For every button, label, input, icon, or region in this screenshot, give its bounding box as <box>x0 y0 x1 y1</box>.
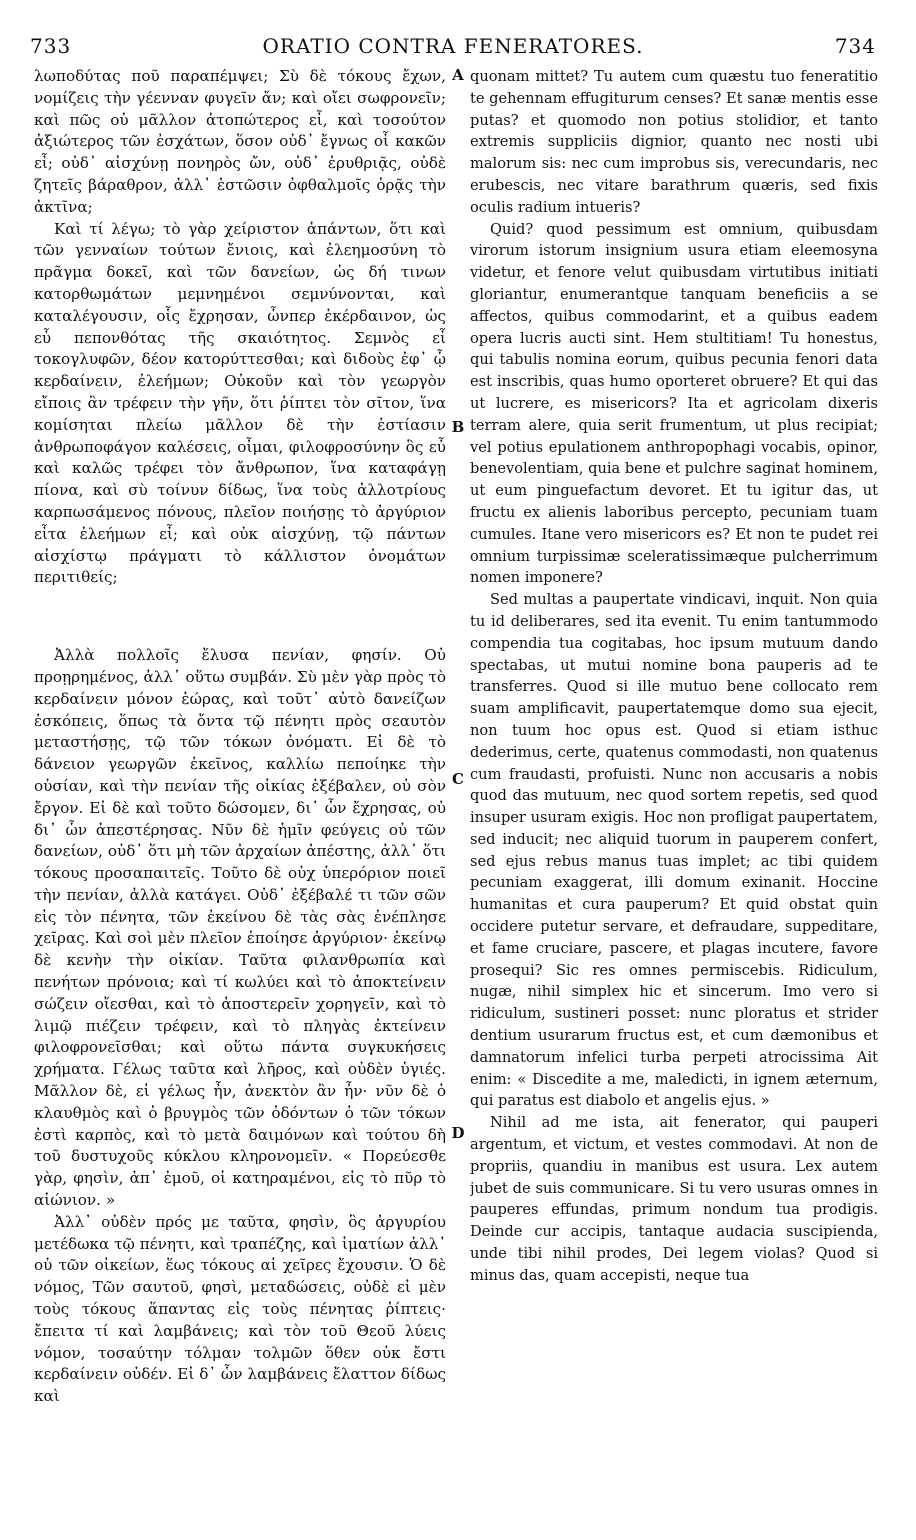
greek-column <box>34 66 446 1536</box>
latin-paragraph-1: quonam mittet? Tu autem cum quæstu tuo feneratitio te gehennam effugiturum censes? Et sanæ mentis esse putas? et quomodo non potius stolidior, et tanto extremis suppliciis dignior, quanto nec nosti ubi malorum sis: nec cum improbus sis, verecundaris, nec erubescis, nec vitare barathrum quæris, sed fixis oculis radium intueris? <box>470 68 878 216</box>
section-gap <box>34 589 446 645</box>
greek-paragraph-1: λωποδύτας ποῦ παραπέμψει; Σὺ δὲ τόκους ἔχων, νομίζεις τὴν γέενναν φυγεῖν ἄν; καὶ οἴει σωφρονεῖν; καὶ πῶς οὐ μᾶλλον ἀτοπώτερος εἶ, καὶ τοσούτον ἀξιώτερος τῶν ἐσχάτων, ὅσον οὐδ᾽ ἔγνως οἷ κακῶν εἶ; οὐδ᾽ αἰσχύνῃ πονηρὸς ὤν, οὐδ᾽ ἐρυθριᾷς, οὐδὲ ζητεῖς βάραθρον, ἀλλ᾽ ἑστῶσιν ὀφθαλμοῖς ὁρᾷς τὴν ἀκτῖνα; <box>34 67 446 216</box>
page-header <box>30 34 876 64</box>
latin-paragraph-3: Sed multas a paupertate vindicavi, inquit. Non quia tu id deliberares, sed ita evenit. Tu enim tantummodo compendia tua cogitabas, hoc ipsum mutuum dando spectabas, ut mutui nomine bona pauperis ad te transferres. Quod si ille mutuo bene collocato rem suam amplificavit, paupertatemque domo sua ejecit, non tuum hoc opus est. Quod si etiam isthuc dederimus, certe, quatenus commodasti, non quatenus cum fraudasti, profuisti. Nunc non accusaris a nobis quod das mutuum, nec quod sortem repetis, sed quod insuper usuram exigis. Hoc non profligat paupertatem, sed inducit; nec aliquid tuorum in pauperem confert, sed ejus rebus manus tuas implet; ac tibi quidem pecuniam exaggerat, illi domum exinanit. Hoccine humanitas et cura pauperum? Et quid obstat quin occidere putetur servare, et defraudare, suppeditare, et fame cruciare, pascere, et plagas incutere, favore prosequi? Sic res omnes permiscebis. Ridiculum, nugæ, nihil simplex hic et sincerum. Imo vero si ridiculum, sustineri posset: nunc ploratus et strider dentium usurarum fructus est, et cum dæmonibus et damnatorum infelici turba perpeti atrocissima Ait enim: « Discedite a me, maledicti, in ignem æternum, qui paratus est diabolo et angelis ejus. » <box>470 591 878 1110</box>
running-title: ORATIO CONTRA FENERATORES. <box>262 34 644 58</box>
page-number-left: 733 <box>30 34 72 58</box>
page-number-right: 734 <box>834 34 876 58</box>
latin-paragraph-2: Quid? quod pessimum est omnium, quibusdam virorum istorum insignium usura etiam eleemosyna videtur, et fenore velut quibusdam virtutibus initiati gloriantur, enumerantque tanquam beneficiis a se affectos, quibus commodarint, et a quibus eadem opera lucris aucti sint. Hem stultitiam! Tu honestus, qui tabulis nomina eorum, quibus pecunia fenori data est inscribis, quas humo oporteret obruere? Et qui das ut lucrere, es misericors? Ita et agricolam dixeris terram alere, quia serit frumentum, ut plus recipiat; vel potius epulationem anthropophagi vocabis, opinor, benevolentiam, quia bene et pulchre saginat hominem, ut eum pinguefactum devoret. Et tu igitur das, ut fructu ex alienis laboribus percepto, pecuniam tuam cumules. Itane vero misericors es? Et non te pudet rei omnium turpissimæ sceleratissimæque pulcherrimum nomen imponere? <box>470 220 878 587</box>
section-marker-c: C <box>452 770 464 788</box>
latin-paragraph-4: Nihil ad me ista, ait fenerator, qui pauperi argentum, et victum, et vestes commodavi. At non de propriis, quandiu in manibus est usura. Lex autem jubet de suis communicare. Si tu vero usuras omnes in pauperes effundas, primum nondum tua prodigis. Deinde cur accipis, tantaque audacia suscipienda, unde tibi nihil prodes, Dei legem violas? Quod si minus das, quam accepisti, neque tua <box>470 1114 878 1284</box>
greek-paragraph-3: Ἀλλὰ πολλοῖς ἔλυσα πενίαν, φησίν. Οὐ προῃρημένος, ἀλλ᾽ οὕτω συμβάν. Σὺ μὲν γὰρ πρὸς τὸ κερδαίνειν μόνον ἑώρας, καὶ τοῦτ᾽ αὐτὸ δανείζων ἐσκόπεις, ὅπως τὰ ὄντα τῷ πένητι πρὸς σεαυτὸν μεταστήσῃς, τῷ τῶν τόκων ὀνόματι. Εἰ δὲ τὸ δάνειον γεωργῶν ἐκεῖνος, καλλίω πεποίηκε τὴν οὐσίαν, καὶ τὴν πενίαν τῆς οἰκίας ἐξέβαλεν, οὐ σὸν ἔργον. Εἰ δὲ καὶ τοῦτο δώσομεν, δι᾽ ὧν ἔχρησας, οὐ δι᾽ ὧν ἀπεστέρησας. Νῦν δὲ ἡμῖν φεύγεις οὐ τῶν δανείων, οὐδ᾽ ὅτι μὴ τῶν ἀρχαίων ἀπέστης, ἀλλ᾽ ὅτι τόκους προσαπαιτεῖς. Τοῦτο δὲ οὐχ ὑπερόριον ποιεῖ τὴν πενίαν, ἀλλὰ κατάγει. Οὐδ᾽ ἐξέβαλέ τι τῶν σῶν εἰς τὸν πένητα, τῶν ἐκείνου δὲ τὰς σὰς ἐνέπλησε χεῖρας. Καὶ σοὶ μὲν πλεῖον ἐποίησε ἀργύριον· ἐκείνῳ δὲ κενὴν τὴν οἰκίαν. Ταῦτα φιλανθρωπία καὶ πενήτων πρόνοια; καὶ τί κωλύει καὶ τὸ ἀποκτείνειν σώζειν οἴεσθαι, καὶ τὸ ἀποστερεῖν χορηγεῖν, καὶ τὸ λιμῷ πιέζειν τρέφειν, καὶ τὸ πληγὰς ἐκτείνειν φιλοφρονεῖσθαι; καὶ οὕτω πάντα συγκυκήσεις χρήματα. Γέλως ταῦτα καὶ λῆρος, καὶ οὐδὲν ὑγιές. Μᾶλλον δὲ, εἰ γέλως ἦν, ἀνεκτὸν ἂν ἦν· νῦν δὲ ὁ κλαυθμὸς καὶ ὁ βρυγμὸς τῶν ὀδόντων ὁ τῶν τόκων ἐστὶ καρπὸς, καὶ τὸ μετὰ δαιμόνων καὶ τούτου δὴ τοῦ δυστυχοῦς κύκλου κληρονομεῖν. « Πορεύεσθε γὰρ, φησὶν, ἀπ᾽ ἐμοῦ, οἱ κατηραμένοι, εἰς τὸ πῦρ τὸ αἰώνιον. » <box>34 646 446 1210</box>
section-marker-a: A <box>452 66 464 84</box>
section-marker-b: B <box>451 418 465 436</box>
greek-paragraph-2: Καὶ τί λέγω; τὸ γὰρ χείριστον ἁπάντων, ὅτι καὶ τῶν γενναίων τούτων ἔνιοις, καὶ ἐλεημοσύνη τὸ πρᾶγμα δοκεῖ, καὶ τῶν δανείων, ὡς δή τινων κατορθωμάτων μεμνημένοι σεμνύνονται, καὶ καταλέγουσιν, οἷς ἔχρησαν, ὧνπερ ἐκέρδαινον, ὡς εὖ πεπονθότας τῆς σκαιότητος. Σεμνὸς εἶ τοκογλυφῶν, δέον κατορύττεσθαι; καὶ διδοὺς ἐφ᾽ ᾧ κερδαίνειν, ἐλεήμων; Οὐκοῦν καὶ τὸν γεωργὸν εἴποις ἂν τρέφειν τὴν γῆν, ὅτι ῥίπτει τὸν σῖτον, ἵνα κομίσηται πλείω μᾶλλον δὲ τὴν ἑστίασιν ἀνθρωποφάγον καλέσεις, οἶμαι, φιλοφροσύνην ὃς εὖ καὶ καλῶς τρέφει τὸν ἄνθρωπον, ἵνα καταφάγῃ πίονα, καὶ σὺ τοίνυν δίδως, ἵνα τοὺς ἀλλοτρίους καρπωσάμενος πόνους, πλεῖον ποιήσῃς τὸ ἀργύριον εἶτα ἐλεήμων εἶ; καὶ οὐκ αἰσχύνῃ, τῷ πάντων αἰσχίστῳ πράγματι τὸ κάλλιστον ὀνομάτων περιτιθείς; <box>34 219 446 587</box>
latin-column <box>470 66 878 1536</box>
greek-paragraph-4: Ἀλλ᾽ οὐδὲν πρός με ταῦτα, φησὶν, ὃς ἀργυρίου μετέδωκα τῷ πένητι, καὶ τραπέζης, καὶ ἱματίων ἀλλ᾽ οὐ τῶν οἰκείων, ἕως τόκους αἱ χεῖρες ἔχουσιν. Ὁ δὲ νόμος, Τῶν σαυτοῦ, φησὶ, μεταδώσεις, οὐδὲ εἰ μὲν τοὺς τόκους ἅπαντας εἰς τοὺς πένητας ῥίπτεις· ἔπειτα τί καὶ λαμβάνεις; καὶ τὸν τοῦ Θεοῦ λύεις νόμον, τοσαύτην τόλμαν τολμῶν ὅθεν οὐκ ἔστι κερδαίνειν οὐδέν. Εἰ δ᾽ ὧν λαμβάνεις ἔλαττον δίδως καὶ <box>34 1212 446 1406</box>
section-marker-d: D <box>451 1124 465 1142</box>
